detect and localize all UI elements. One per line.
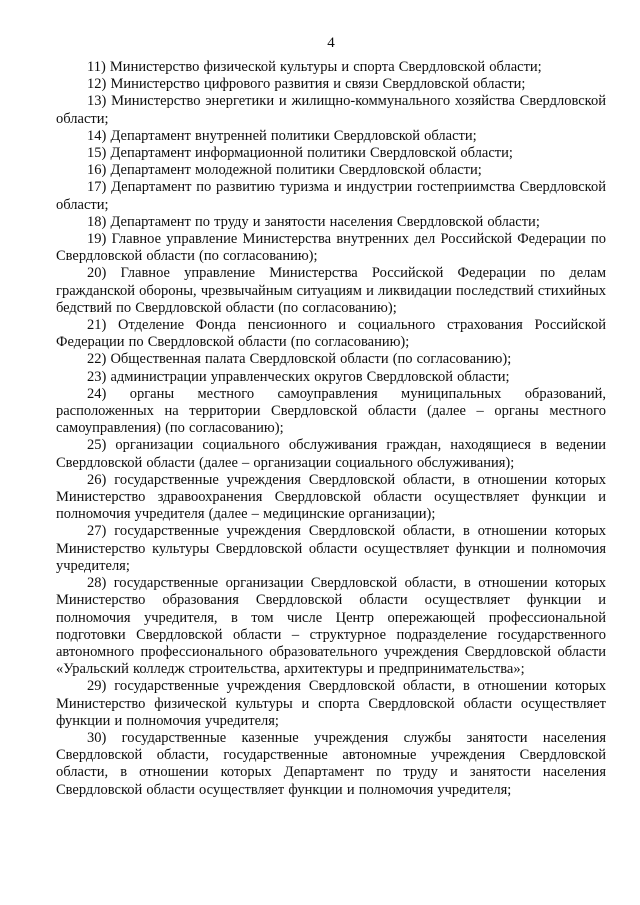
list-item-29: 29) государственные учреждения Свердловской области, в отношении которых Министерство физической культуры и спорта Свердловской области осуществляет функции и полномочия учредителя; xyxy=(56,678,606,729)
list-item-25: 25) организации социального обслуживания граждан, находящиеся в ведении Свердловской области (далее – организации социального обслуживания); xyxy=(56,437,606,471)
list-item-30: 30) государственные казенные учреждения службы занятости населения Свердловской области, государственные автономные учреждения Свердловской области, в отношении которых Департамент по труду и занятости населения Свердловской области осуществляет функции и полномочия учредителя; xyxy=(56,729,606,798)
list-item-21: 21) Отделение Фонда пенсионного и социального страхования Российской Федерации по Свердловской области (по согласованию); xyxy=(56,317,606,351)
list-item-14: 14) Департамент внутренней политики Свердловской области; xyxy=(87,127,477,144)
list-item-12: 12) Министерство цифрового развития и связи Свердловской области; xyxy=(87,76,526,93)
page-number: 4 xyxy=(327,35,335,51)
list-item-22: 22) Общественная палата Свердловской области (по согласованию); xyxy=(87,351,512,368)
list-item-13: 13) Министерство энергетики и жилищно-коммунального хозяйства Свердловской области; xyxy=(56,93,606,127)
document-body xyxy=(56,59,606,799)
list-item-18: 18) Департамент по труду и занятости населения Свердловской области; xyxy=(87,213,540,230)
list-item-16: 16) Департамент молодежной политики Свердловской области; xyxy=(87,162,482,179)
list-item-28: 28) государственные организации Свердловской области, в отношении которых Министерство образования Свердловской области осуществляет функции и полномочия учредителя, в том числе Центр опережающей профессиональной подготовки Свердловской области – структурное подразделение государственного автономного профессионального образовательного учреждения Свердловской области «Уральский колледж строительства, архитектуры и предпринимательства»; xyxy=(56,575,606,678)
list-item-27: 27) государственные учреждения Свердловской области, в отношении которых Министерство культуры Свердловской области осуществляет функции и полномочия учредителя; xyxy=(56,523,606,574)
list-item-24: 24) органы местного самоуправления муниципальных образований, расположенных на территории Свердловской области (далее – органы местного самоуправления) (по согласованию); xyxy=(56,385,606,437)
list-item-20: 20) Главное управление Министерства Российской Федерации по делам гражданской обороны, чрезвычайным ситуациям и ликвидации последствий стихийных бедствий по Свердловской области (по согласованию); xyxy=(56,265,606,316)
list-item-19: 19) Главное управление Министерства внутренних дел Российской Федерации по Свердловской области (по согласованию); xyxy=(56,231,606,265)
list-item-26: 26) государственные учреждения Свердловской области, в отношении которых Министерство здравоохранения Свердловской области осуществляет функции и полномочия учредителя (далее – медицинские организации); xyxy=(56,471,606,523)
list-item-15: 15) Департамент информационной политики Свердловской области; xyxy=(87,145,513,162)
list-item-23: 23) администрации управленческих округов Свердловской области; xyxy=(87,368,510,385)
list-item-11: 11) Министерство физической культуры и спорта Свердловской области; xyxy=(87,59,542,75)
list-item-17: 17) Департамент по развитию туризма и индустрии гостеприимства Свердловской области; xyxy=(56,179,606,213)
